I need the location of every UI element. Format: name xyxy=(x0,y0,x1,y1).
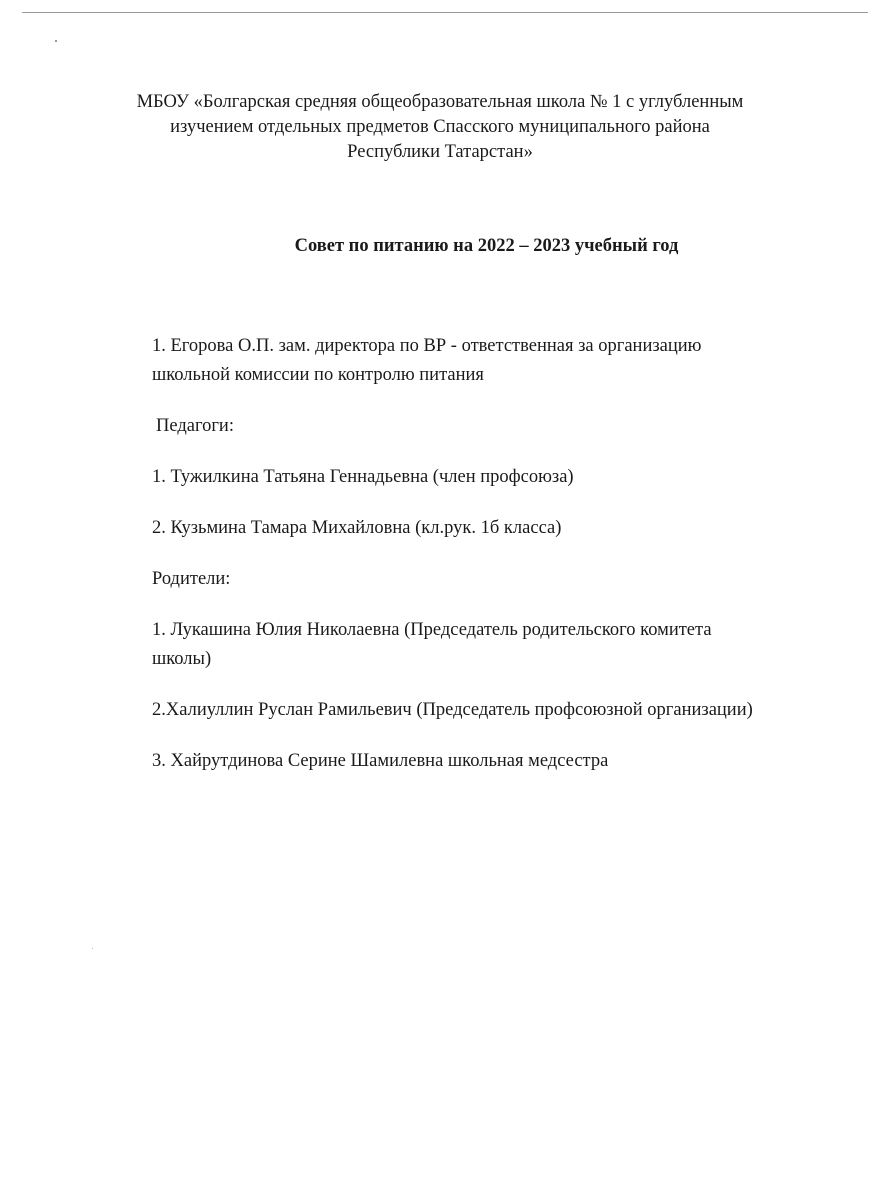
document-title: Совет по питанию на 2022 – 2023 учебный год xyxy=(294,236,679,256)
chair-line: школьной комиссии по контролю питания xyxy=(152,365,484,385)
header-line: МБОУ «Болгарская средняя общеобразовательная школа № 1 с углубленным xyxy=(136,92,744,112)
parents-heading: Родители: xyxy=(152,569,231,589)
parent-item: 1. Лукашина Юлия Николаевна (Председатель родительского комитета xyxy=(152,620,712,640)
header-line: Республики Татарстан» xyxy=(347,142,533,162)
chair-line: 1. Егорова О.П. зам. директора по ВР - ответственная за организацию xyxy=(152,336,702,356)
scan-edge-line xyxy=(22,12,868,13)
parent-item: 2.Халиуллин Руслан Рамильевич (Председатель профсоюзной организации) xyxy=(152,700,753,720)
teachers-heading: Педагоги: xyxy=(156,416,234,436)
teacher-item: 1. Тужилкина Татьяна Геннадьевна (член профсоюза) xyxy=(152,467,574,487)
parent-item: 3. Хайрутдинова Серине Шамилевна школьная медсестра xyxy=(152,751,609,771)
teacher-item: 2. Кузьмина Тамара Михайловна (кл.рук. 1б класса) xyxy=(152,518,562,538)
parent-item-continuation: школы) xyxy=(152,649,212,669)
scan-speck xyxy=(92,948,93,949)
scan-speck xyxy=(55,40,57,42)
header-line: изучением отдельных предметов Спасского муниципального района xyxy=(170,117,710,137)
member-list xyxy=(152,332,852,776)
school-header xyxy=(100,90,780,165)
